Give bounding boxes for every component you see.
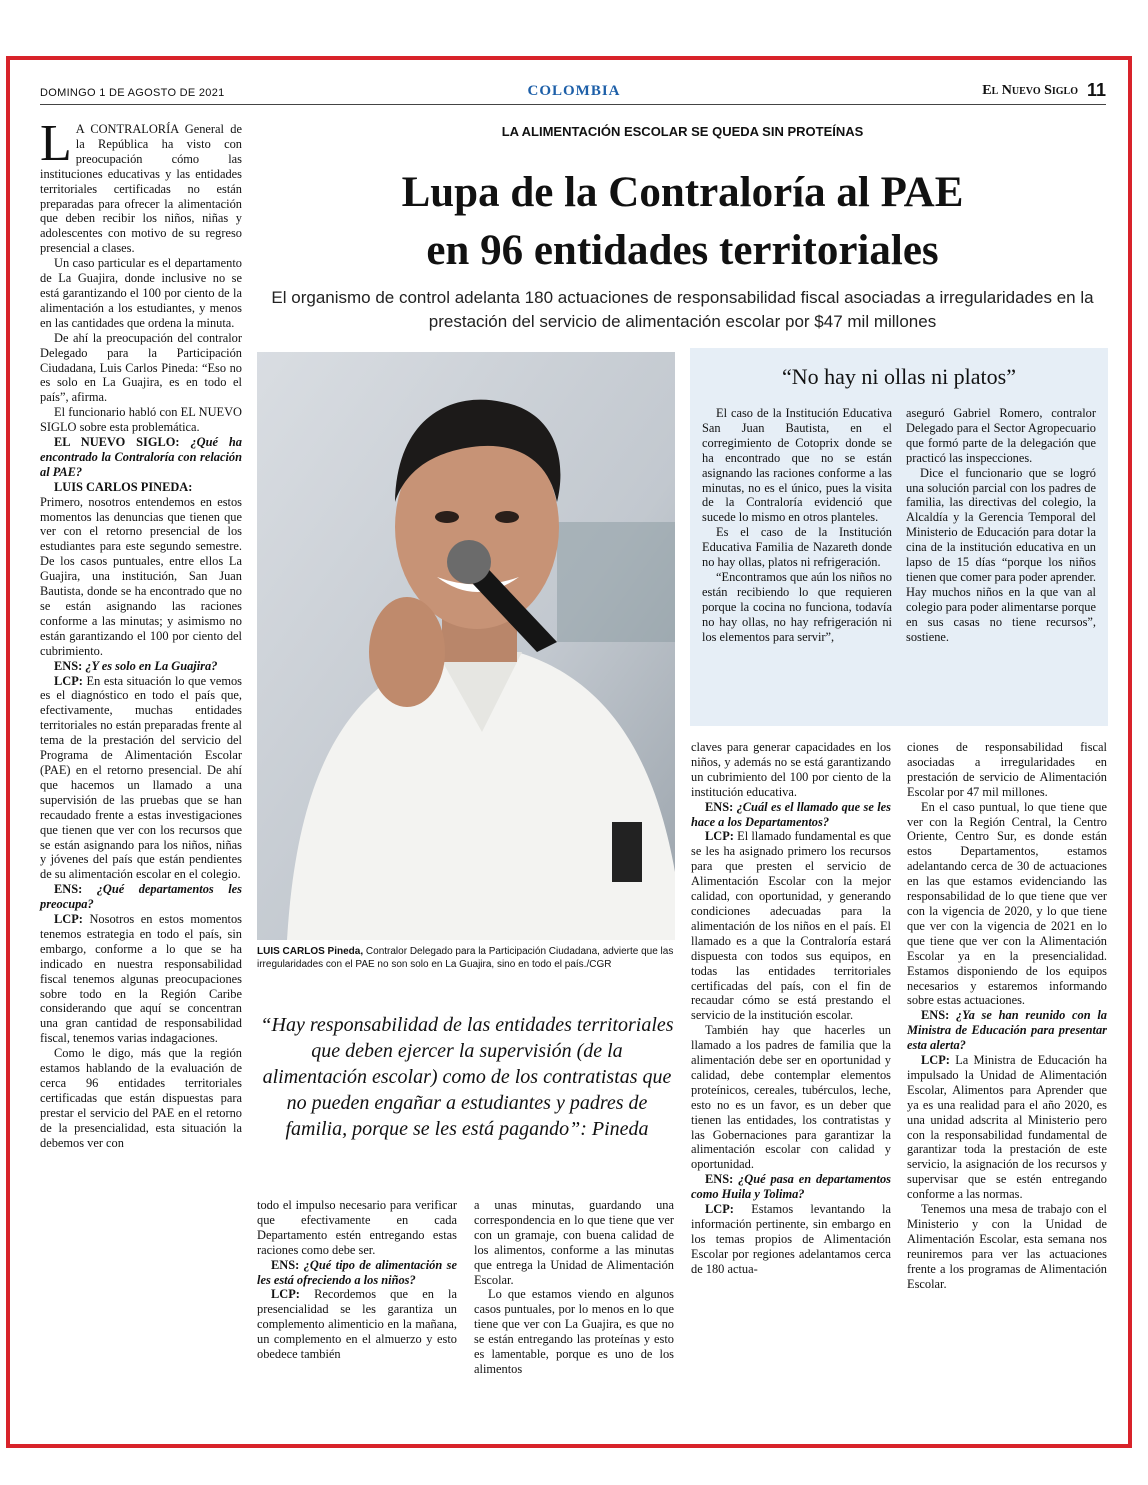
paragraph: a unas minutas, guardando una correspondencia en lo que tiene que ver con un gramaje, con buena calidad de los alimentos, conforme a las minutas que entrega la Unidad de Alimentación Escolar. <box>474 1198 674 1287</box>
article-column-5 <box>907 740 1107 1292</box>
interview-question: ENS: ¿Cuál es el llamado que se les hace a los Departamentos? <box>691 799 891 829</box>
newspaper-name: El Nuevo Siglo <box>982 83 1078 98</box>
interview-answer: LCP: El llamado fundamental es que se les ha asignado primero los recursos para que presten el servicio de Alimentación Escolar con la mejor calidad, con oportunidad, y generando condiciones adecuadas para la alimentación de los niños en el país. El llamado es a que la Contraloría estará dispuesta con todos sus equipos, en todas las entidades territoriales certificadas del país, con el fin de recaudar cómo se está prestando el servicio de la institución escolar. <box>691 829 891 1023</box>
paragraph: El caso de la Institución Educativa San Juan Bautista, en el corregimiento de Cotoprix donde se ha encontrado que no se están asignando las raciones conforme a las minutas, no es el único, pues la visita de la Contraloría evidenció que sucede lo mismo en otros planteles. <box>702 406 892 525</box>
paragraph: Un caso particular es el departamento de La Guajira, donde inclusive no se está garantizando el 100 por ciento de la alimentación a los estudiantes, y menos en las cantidades que ordena la minuta. <box>40 256 242 330</box>
pull-quote: “Hay responsabilidad de las entidades territoriales que deben ejercer la supervisión (de la alimentación escolar) como de los contratistas que no pueden engañar a estudiantes y padres de familia, porque se les está pagando”: Pineda <box>260 1014 674 1140</box>
paragraph: Lo que estamos viendo en algunos casos puntuales, por lo menos en lo que tiene que ver con La Guajira, es que no se están entregando las proteínas y esto es lamentable, porque es uno de los alimentos <box>474 1287 674 1376</box>
sidebar-title: “No hay ni ollas ni platos” <box>781 364 1016 389</box>
drop-cap: L <box>40 115 72 172</box>
issue-date: DOMINGO 1 DE AGOSTO DE 2021 <box>40 87 225 99</box>
headline-line-2: en 96 entidades territoriales <box>426 227 939 274</box>
paragraph: Tenemos una mesa de trabajo con el Ministerio y con la Unidad de Alimentación Escolar, esta semana nos reuniremos para ver las actuaciones frente a los programas de Alimentación Escolar. <box>907 1202 1107 1291</box>
headline-line-1: Lupa de la Contraloría al PAE <box>401 169 964 216</box>
article-column-2 <box>257 1198 457 1362</box>
article-column-3 <box>474 1198 674 1377</box>
interview-question: EL NUEVO SIGLO: ¿Qué ha encontrado la Contraloría con relación al PAE? <box>40 435 242 479</box>
paragraph: El funcionario habló con EL NUEVO SIGLO sobre esta problemática. <box>40 405 242 435</box>
paragraph: “Encontramos que aún los niños no están recibiendo lo que requieren porque la cocina no funciona, todavía no hay ollas, no hay refrigeración ni los elementos para servir”, <box>702 569 892 644</box>
paragraph: También hay que hacerles un llamado a los padres de familia que la alimentación debe ser en oportunidad y calidad, debe contemplar elementos proteínicos, cereales, tubérculos, leche, esto no es un favor, es un deber que tienen las entidades, los contratistas y las Gobernaciones para garantizar la alimentación escolar con calidad y oportunidad. <box>691 1023 891 1172</box>
photo-caption: LUIS CARLOS Pineda, Contralor Delegado para la Participación Ciudadana, advierte que las irregularidades con el PAE no son solo en La Guajira, sino en todo el país./CGR <box>257 946 674 970</box>
paragraph: En el caso puntual, lo que tiene que ver con la Región Central, la Centro Oriente, Centro Sur, es donde están estos Departamentos, estamos adelantando cerca de 30 de actuaciones en las que estamos evidenciando las responsabilidad de lo que tiene que ver con la vigencia de 2020, y lo que tiene que ver con la vigencia de 2021 en lo que tiene que ver con la Alimentación Escolar ya en la presencialidad. Estamos disponiendo de los equipos necesarios y estaremos informando sobre estas actuaciones. <box>907 799 1107 1008</box>
sidebar-box <box>690 348 1108 726</box>
article-column-4 <box>691 740 891 1277</box>
header-rule <box>40 104 1106 105</box>
article-column-1 <box>40 115 242 1402</box>
sidebar-column-a <box>702 406 892 645</box>
interview-answer: LCP: La Ministra de Educación ha impulsado la Unidad de Alimentación Escolar, Alimentos para Aprender que ya es una realidad para el año 2020, es una unidad adscrita al Ministerio pero con la responsabilidad fundamental de garantizar toda la prestación de este servicio, la asignación de los recursos y supervisar que se estén entregando conforme a las normas. <box>907 1053 1107 1202</box>
interview-question: ENS: ¿Qué pasa en departamentos como Huila y Tolima? <box>691 1172 891 1202</box>
page-number: 11 <box>1086 80 1106 100</box>
speaker-photo <box>257 352 675 940</box>
interview-answer: LCP: Recordemos que en la presencialidad se les garantiza un complemento alimenticio en la mañana, un complemento en el almuerzo y esto obedece también <box>257 1287 457 1362</box>
interview-question: ENS: ¿Qué departamentos les preocupa? <box>40 882 242 912</box>
subheadline: El organismo de control adelanta 180 actuaciones de responsabilidad fiscal asociadas a irregularidades en la prestación del servicio de alimentación escolar por $47 mil millones <box>271 288 1094 331</box>
paragraph: Dice el funcionario que se logró una solución parcial con los padres de familia, las directivas del colegio, la Alcaldía y la Gerencia Temporal del Ministerio de Educación para dotar la cina de la institución educativa en un lapso de 15 días “porque los niños tienen que comer para poder aprender. Hay muchos niños en la que van al colegio para poder alimentarse porque en sus casas no tiene recursos”, sostiene. <box>906 465 1096 644</box>
paragraph: De ahí la preocupación del contralor Delegado para la Participación Ciudadana, Luis Carlos Pineda: “Eso no es solo en La Guajira, es en todo el país”, afirma. <box>40 330 242 405</box>
lead-paragraph: L A CONTRALORÍA General de la República ha visto con preocupación cómo las instituciones educativas y las entidades territoriales certificadas no están preparadas para ofrecer la alimentación que deben recibir los niños, niñas y adolescentes con motivo de su regreso presencial a clases. <box>40 115 242 256</box>
interview-answer: LCP: Estamos levantando la información pertinente, sin embargo en los temas propios de Alimentación Escolar por regiones adelantamos cerca de 180 actua- <box>691 1202 891 1276</box>
paragraph: Como le digo, más que la región estamos hablando de la evaluación de cerca 96 entidades territoriales certificadas que están dispuestas para prestar el servicio del PAE en el retorno de la presencialidad, esta situación la debemos ver con <box>40 1046 242 1150</box>
interview-question: ENS: ¿Ya se han reunido con la Ministra de Educación para presentar esta alerta? <box>907 1008 1107 1053</box>
interview-question: ENS: ¿Y es solo en La Guajira? <box>54 658 218 673</box>
interview-answer: LCP: Nosotros en estos momentos tenemos estrategia en todo el país, sin embargo, conforme a lo que se ha indicado en nuestra responsabilidad fiscal tenemos algunas preocupaciones sobre todo en la Región Caribe considerando que aquí se concentran una gran cantidad de responsabilidad fiscal, tenemos varias indagaciones. <box>40 912 242 1046</box>
kicker: LA ALIMENTACIÓN ESCOLAR SE QUEDA SIN PROTEÍNAS <box>501 124 864 139</box>
paragraph: todo el impulso necesario para verificar que efectivamente en cada Departamento estén entregando estas raciones como debe ser. <box>257 1198 457 1257</box>
paragraph: ciones de responsabilidad fiscal asociadas a irregularidades en prestación de servicio de Alimentación Escolar por 47 mil millones. <box>907 740 1107 799</box>
interview-answer: LUIS CARLOS PINEDA: Primero, nosotros entendemos en estos momentos las denuncias que tienen que ver con el retorno presencial de los estudiantes para este segundo semestre. De los casos puntuales, entre ellos La Guajira, una institución, San Juan Bautista, donde se ha encontrado que no se están asignando las raciones conforme a las minutas; y asimismo no están garantizando el 100 por ciento del cubrimiento. <box>40 479 242 658</box>
interview-question: ENS: ¿Qué tipo de alimentación se les está ofreciendo a los niños? <box>257 1257 457 1287</box>
sidebar-column-b <box>906 406 1096 645</box>
section-name: COLOMBIA <box>527 83 621 99</box>
paragraph: claves para generar capacidades en los niños, y además no se está garantizando un cubrimiento del 100 por ciento de la institución educativa. <box>691 740 891 799</box>
interview-answer: LCP: En esta situación lo que vemos es el diagnóstico en todo el país que, efectivamente, muchas entidades territoriales no están preparadas frente al tema de la prestación del servicio del Programa de Alimentación Escolar (PAE) en el retorno presencial. De ahí que hacemos un llamado a una supervisión de las pruebas que se han recaudado frente a estas investigaciones que tienen que ver con los recursos que se están asignando para los niños, niñas y jóvenes del país que están pendientes de su alimentación escolar en el colegio. <box>40 673 242 882</box>
paragraph: Es el caso de la Institución Educativa Familia de Nazareth donde no hay ollas, platos ni refrigeración. <box>702 525 892 570</box>
paragraph: aseguró Gabriel Romero, contralor Delegado para el Sector Agropecuario que formó parte de la delegación que practicó las inspecciones. <box>906 406 1096 465</box>
headline <box>255 164 1110 280</box>
